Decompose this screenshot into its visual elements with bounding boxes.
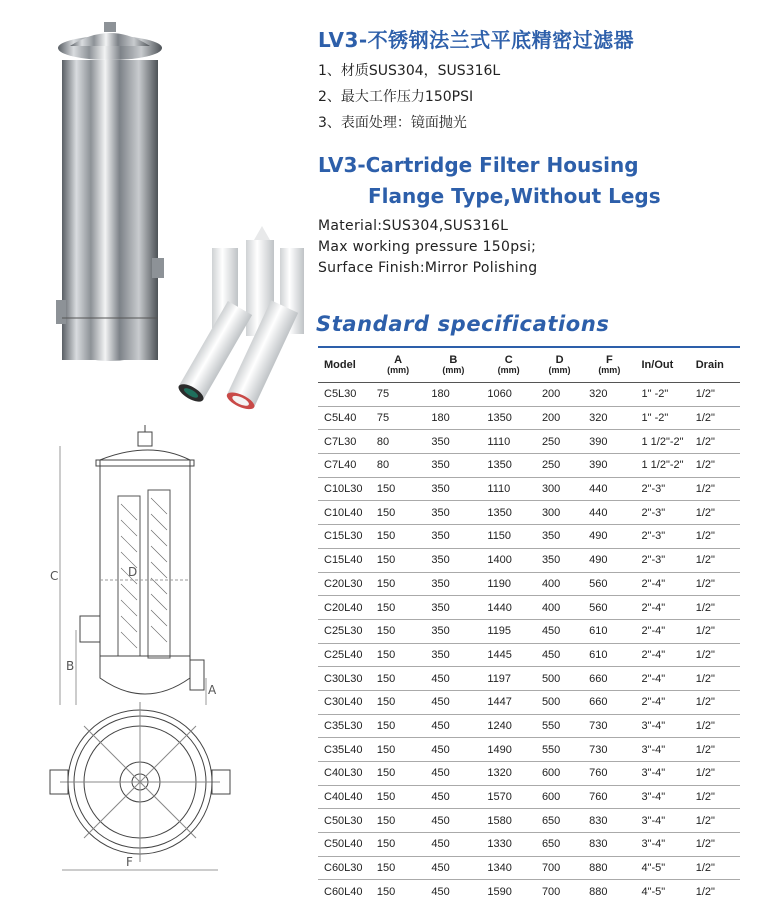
dim-label-f: F — [126, 855, 133, 869]
cell-drain: 1/2" — [696, 738, 740, 762]
header-inout: In/Out — [641, 359, 674, 371]
cell-model: C50L40 — [318, 833, 377, 857]
table-row — [318, 596, 740, 620]
cell-b: 180 — [431, 383, 487, 407]
cell-inout: 1" -2" — [641, 406, 695, 430]
cell-f: 440 — [589, 477, 641, 501]
cell-model: C10L30 — [318, 477, 377, 501]
cell-d: 250 — [542, 454, 589, 478]
table-row — [318, 714, 740, 738]
dim-label-b: B — [66, 659, 75, 673]
cell-drain: 1/2" — [696, 880, 740, 903]
cell-inout: 4"-5" — [641, 856, 695, 880]
cell-d: 500 — [542, 667, 589, 691]
cell-b: 450 — [431, 880, 487, 903]
cell-d: 450 — [542, 643, 589, 667]
cell-f: 560 — [589, 572, 641, 596]
cell-f: 660 — [589, 667, 641, 691]
cell-inout: 3"-4" — [641, 809, 695, 833]
header-f — [589, 347, 641, 383]
cell-model: C40L40 — [318, 785, 377, 809]
cell-f: 610 — [589, 643, 641, 667]
header-model: Model — [324, 359, 356, 371]
cell-a: 150 — [377, 572, 432, 596]
cell-model: C60L40 — [318, 880, 377, 903]
header-c-label: C — [504, 354, 513, 366]
table-row — [318, 477, 740, 501]
cell-a: 150 — [377, 785, 432, 809]
cell-d: 700 — [542, 880, 589, 903]
top-view — [50, 702, 230, 870]
header-d — [542, 347, 589, 383]
cell-b: 350 — [431, 643, 487, 667]
cell-d: 300 — [542, 501, 589, 525]
spec-header-row — [318, 347, 740, 383]
cell-a: 150 — [377, 667, 432, 691]
cell-inout: 2"-3" — [641, 525, 695, 549]
cell-b: 350 — [431, 454, 487, 478]
cell-drain: 1/2" — [696, 690, 740, 714]
cell-d: 350 — [542, 548, 589, 572]
cell-d: 200 — [542, 383, 589, 407]
cell-b: 450 — [431, 714, 487, 738]
cell-c: 1110 — [487, 477, 542, 501]
cell-c: 1447 — [487, 690, 542, 714]
cell-model: C25L40 — [318, 643, 377, 667]
cell-b: 450 — [431, 856, 487, 880]
cell-drain: 1/2" — [696, 714, 740, 738]
cell-drain: 1/2" — [696, 856, 740, 880]
cell-drain: 1/2" — [696, 383, 740, 407]
cell-f: 660 — [589, 690, 641, 714]
cell-model: C40L30 — [318, 762, 377, 786]
cell-c: 1350 — [487, 501, 542, 525]
table-row — [318, 833, 740, 857]
cell-a: 75 — [377, 406, 432, 430]
header-b-label: B — [449, 354, 458, 366]
cell-drain: 1/2" — [696, 809, 740, 833]
cell-b: 350 — [431, 525, 487, 549]
cell-d: 300 — [542, 477, 589, 501]
cell-f: 560 — [589, 596, 641, 620]
cell-f: 760 — [589, 762, 641, 786]
table-row — [318, 738, 740, 762]
cell-inout: 3"-4" — [641, 833, 695, 857]
cell-model: C60L30 — [318, 856, 377, 880]
cell-a: 150 — [377, 856, 432, 880]
cell-c: 1320 — [487, 762, 542, 786]
header-a-unit: (mm) — [387, 365, 410, 375]
cell-c: 1110 — [487, 430, 542, 454]
cell-inout: 3"-4" — [641, 714, 695, 738]
cell-d: 550 — [542, 714, 589, 738]
table-row — [318, 856, 740, 880]
cell-inout: 2"-3" — [641, 477, 695, 501]
cell-inout: 1 1/2"-2" — [641, 430, 695, 454]
cell-drain: 1/2" — [696, 833, 740, 857]
cell-d: 200 — [542, 406, 589, 430]
cn-title: LV3-不锈钢法兰式平底精密过滤器 — [318, 28, 635, 52]
table-row — [318, 619, 740, 643]
cell-b: 350 — [431, 548, 487, 572]
table-row — [318, 501, 740, 525]
cell-d: 400 — [542, 572, 589, 596]
cell-drain: 1/2" — [696, 477, 740, 501]
cell-c: 1060 — [487, 383, 542, 407]
cell-f: 610 — [589, 619, 641, 643]
cell-inout: 2"-4" — [641, 667, 695, 691]
cell-d: 600 — [542, 785, 589, 809]
cell-b: 350 — [431, 596, 487, 620]
cell-inout: 1" -2" — [641, 383, 695, 407]
cell-a: 150 — [377, 525, 432, 549]
cell-drain: 1/2" — [696, 643, 740, 667]
cell-a: 150 — [377, 714, 432, 738]
cell-f: 490 — [589, 525, 641, 549]
cell-f: 730 — [589, 714, 641, 738]
cell-f: 320 — [589, 406, 641, 430]
cell-a: 75 — [377, 383, 432, 407]
cell-d: 450 — [542, 619, 589, 643]
cell-model: C50L30 — [318, 809, 377, 833]
cell-d: 650 — [542, 833, 589, 857]
cell-a: 150 — [377, 809, 432, 833]
cell-drain: 1/2" — [696, 596, 740, 620]
cell-c: 1150 — [487, 525, 542, 549]
en-feature-list — [318, 216, 537, 279]
table-row — [318, 880, 740, 903]
cell-model: C25L30 — [318, 619, 377, 643]
cell-b: 450 — [431, 785, 487, 809]
cell-drain: 1/2" — [696, 501, 740, 525]
cell-c: 1350 — [487, 454, 542, 478]
cell-a: 80 — [377, 454, 432, 478]
cell-b: 350 — [431, 619, 487, 643]
cell-c: 1340 — [487, 856, 542, 880]
cell-drain: 1/2" — [696, 525, 740, 549]
dim-label-a: A — [208, 683, 217, 697]
cell-drain: 1/2" — [696, 572, 740, 596]
header-c-unit: (mm) — [497, 365, 520, 375]
cell-a: 150 — [377, 690, 432, 714]
table-row — [318, 572, 740, 596]
cell-c: 1190 — [487, 572, 542, 596]
cell-f: 760 — [589, 785, 641, 809]
cell-a: 150 — [377, 596, 432, 620]
table-row — [318, 762, 740, 786]
cell-b: 350 — [431, 501, 487, 525]
header-b — [431, 347, 487, 383]
cell-b: 450 — [431, 809, 487, 833]
cell-f: 320 — [589, 383, 641, 407]
cell-c: 1195 — [487, 619, 542, 643]
cell-inout: 3"-4" — [641, 785, 695, 809]
en-feature-pressure: Max working pressure 150psi; — [318, 239, 537, 255]
en-title-line2: Flange Type,Without Legs — [368, 184, 661, 208]
cell-c: 1440 — [487, 596, 542, 620]
cell-a: 150 — [377, 643, 432, 667]
cell-model: C20L40 — [318, 596, 377, 620]
cell-drain: 1/2" — [696, 762, 740, 786]
cell-model: C15L40 — [318, 548, 377, 572]
header-f-label: F — [605, 354, 613, 366]
cell-f: 440 — [589, 501, 641, 525]
table-row — [318, 690, 740, 714]
cell-inout: 2"-3" — [641, 548, 695, 572]
cell-f: 390 — [589, 430, 641, 454]
cell-d: 700 — [542, 856, 589, 880]
cell-d: 250 — [542, 430, 589, 454]
cell-drain: 1/2" — [696, 619, 740, 643]
cell-d: 650 — [542, 809, 589, 833]
cell-model: C7L30 — [318, 430, 377, 454]
header-drain: Drain — [695, 359, 724, 371]
cell-inout: 2"-4" — [641, 643, 695, 667]
spec-table — [318, 346, 740, 903]
cell-model: C5L40 — [318, 406, 377, 430]
cell-c: 1590 — [487, 880, 542, 903]
cell-b: 450 — [431, 762, 487, 786]
header-c — [487, 347, 542, 383]
table-row — [318, 809, 740, 833]
table-row — [318, 383, 740, 407]
cell-f: 730 — [589, 738, 641, 762]
cell-inout: 1 1/2"-2" — [641, 454, 695, 478]
dim-label-d: D — [128, 565, 138, 579]
en-title-line1: LV3-Cartridge Filter Housing — [318, 153, 639, 177]
spec-title: Standard specifications — [316, 312, 610, 336]
cell-f: 830 — [589, 809, 641, 833]
table-row — [318, 667, 740, 691]
filter-cartridges — [176, 226, 304, 410]
header-a — [377, 347, 432, 383]
cell-c: 1197 — [487, 667, 542, 691]
cell-inout: 4"-5" — [641, 880, 695, 903]
cell-inout: 2"-3" — [641, 501, 695, 525]
cell-a: 150 — [377, 738, 432, 762]
cell-c: 1330 — [487, 833, 542, 857]
cell-d: 600 — [542, 762, 589, 786]
cell-a: 150 — [377, 619, 432, 643]
cell-inout: 2"-4" — [641, 596, 695, 620]
cell-f: 390 — [589, 454, 641, 478]
cell-f: 490 — [589, 548, 641, 572]
cell-model: C15L30 — [318, 525, 377, 549]
cell-model: C20L30 — [318, 572, 377, 596]
cell-a: 150 — [377, 833, 432, 857]
product-photo — [0, 0, 310, 410]
dim-label-c: C — [50, 569, 59, 583]
cell-c: 1240 — [487, 714, 542, 738]
table-row — [318, 785, 740, 809]
header-a-label: A — [394, 354, 403, 366]
en-feature-finish: Surface Finish:Mirror Polishing — [318, 260, 538, 276]
cell-d: 350 — [542, 525, 589, 549]
header-f-unit: (mm) — [598, 365, 621, 375]
table-row — [318, 548, 740, 572]
cell-d: 550 — [542, 738, 589, 762]
cell-f: 830 — [589, 833, 641, 857]
header-b-unit: (mm) — [442, 365, 465, 375]
cell-b: 450 — [431, 667, 487, 691]
cell-drain: 1/2" — [696, 430, 740, 454]
cn-feature-finish: 3、表面处理：镜面抛光 — [318, 115, 467, 131]
cell-model: C35L30 — [318, 714, 377, 738]
technical-drawing — [0, 420, 310, 894]
cell-c: 1400 — [487, 548, 542, 572]
cell-a: 150 — [377, 880, 432, 903]
cell-c: 1445 — [487, 643, 542, 667]
cell-model: C30L40 — [318, 690, 377, 714]
en-title — [318, 150, 661, 212]
en-feature-material: Material:SUS304,SUS316L — [318, 218, 509, 234]
cell-a: 150 — [377, 477, 432, 501]
header-d-unit: (mm) — [548, 365, 571, 375]
cell-c: 1570 — [487, 785, 542, 809]
cell-c: 1350 — [487, 406, 542, 430]
table-row — [318, 643, 740, 667]
table-row — [318, 454, 740, 478]
cell-c: 1490 — [487, 738, 542, 762]
cell-drain: 1/2" — [696, 785, 740, 809]
cell-model: C10L40 — [318, 501, 377, 525]
cn-feature-pressure: 2、最大工作压力150PSI — [318, 89, 474, 105]
cell-inout: 2"-4" — [641, 690, 695, 714]
cell-a: 150 — [377, 501, 432, 525]
cell-drain: 1/2" — [696, 454, 740, 478]
cell-model: C7L40 — [318, 454, 377, 478]
cell-b: 450 — [431, 833, 487, 857]
cell-inout: 2"-4" — [641, 619, 695, 643]
cell-a: 150 — [377, 548, 432, 572]
cell-model: C5L30 — [318, 383, 377, 407]
cell-f: 880 — [589, 856, 641, 880]
cn-feature-list — [318, 58, 500, 136]
cell-inout: 2"-4" — [641, 572, 695, 596]
cell-c: 1580 — [487, 809, 542, 833]
table-row — [318, 525, 740, 549]
cell-drain: 1/2" — [696, 548, 740, 572]
table-row — [318, 406, 740, 430]
cell-a: 150 — [377, 762, 432, 786]
cell-inout: 3"-4" — [641, 738, 695, 762]
cell-a: 80 — [377, 430, 432, 454]
cell-drain: 1/2" — [696, 667, 740, 691]
cell-b: 350 — [431, 572, 487, 596]
cell-b: 450 — [431, 690, 487, 714]
table-row — [318, 430, 740, 454]
cell-b: 350 — [431, 477, 487, 501]
header-d-label: D — [555, 354, 564, 366]
cell-model: C35L40 — [318, 738, 377, 762]
cn-feature-material: 1、材质SUS304，SUS316L — [318, 63, 501, 79]
cell-b: 350 — [431, 430, 487, 454]
cell-drain: 1/2" — [696, 406, 740, 430]
cell-d: 500 — [542, 690, 589, 714]
cell-b: 450 — [431, 738, 487, 762]
cell-d: 400 — [542, 596, 589, 620]
cell-inout: 3"-4" — [641, 762, 695, 786]
cell-f: 880 — [589, 880, 641, 903]
cell-model: C30L30 — [318, 667, 377, 691]
cell-b: 180 — [431, 406, 487, 430]
